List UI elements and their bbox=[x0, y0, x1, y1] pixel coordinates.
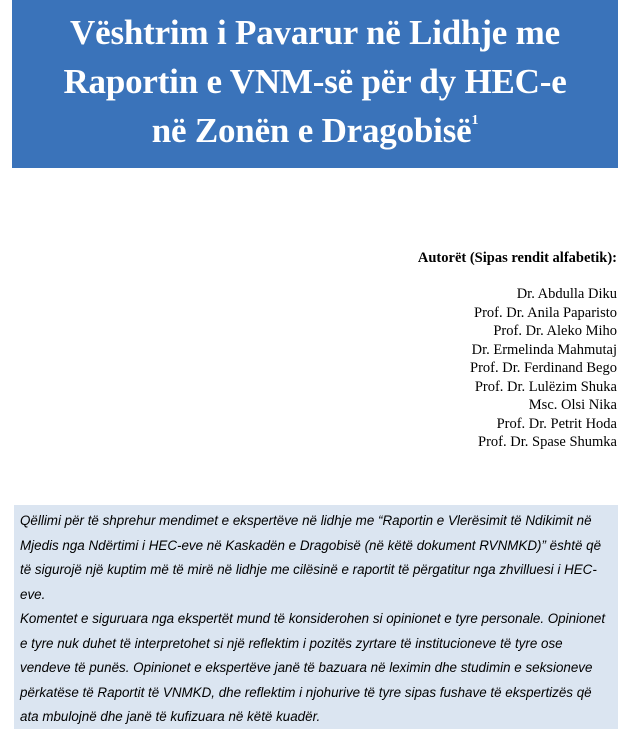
authors-heading: Autorët (Sipas rendit alfabetik): bbox=[417, 250, 617, 266]
disclaimer-box bbox=[14, 505, 618, 729]
author-name: Prof. Dr. Anila Paparisto bbox=[474, 304, 617, 321]
author-name: Prof. Dr. Lulëzim Shuka bbox=[474, 378, 617, 395]
purpose-paragraph: Qëllimi për të shprehur mendimet e ekspertëve në lidhje me “Raportin e Vlerësimit të Ndikimit në Mjedis nga Ndërtimi i HEC-eve në Kaskadën e Dragobisë (në këtë dokument RVNMKD)” është që të sigurojë një kuptim më të mirë në lidhje me cilësinë e raportit të përgatitur nga zhvilluesi i HEC-eve. bbox=[20, 513, 602, 602]
author-name: Prof. Dr. Spase Shumka bbox=[478, 434, 617, 450]
author-name: Msc. Olsi Nika bbox=[528, 397, 617, 413]
author-name: Prof. Dr. Petrit Hoda bbox=[496, 415, 617, 432]
author-name: Dr. Abdulla Diku bbox=[516, 286, 617, 302]
author-name: Prof. Dr. Aleko Miho bbox=[493, 323, 617, 339]
author-name: Dr. Ermelinda Mahmutaj bbox=[471, 341, 617, 358]
title-line-2: Raportin e VNM-së për dy HEC-e bbox=[63, 62, 567, 101]
title-banner bbox=[12, 0, 618, 168]
title-footnote-marker[interactable]: 1 bbox=[471, 113, 479, 128]
authors-list bbox=[470, 285, 617, 452]
title-line-1: Vështrim i Pavarur në Lidhje me bbox=[70, 13, 560, 52]
author-name: Prof. Dr. Ferdinand Bego bbox=[470, 360, 617, 376]
title-line-3-text: në Zonën e Dragobisë bbox=[151, 111, 472, 150]
title-line-3 bbox=[12, 106, 618, 155]
disclaimer-paragraph: Komentet e siguruara nga ekspertët mund të konsiderohen si opinionet e tyre personale. Opinionet e tyre nuk duhet të interpretohet si një reflektim i pozitës zyrtare të institucioneve të tyre ose vendeve të punës. Opinionet e ekspertëve janë të bazuara në leximin dhe studimin e seksioneve përkatëse të Raportit të VNMKD, dhe reflektim i njohurive të tyre sipas fushave të ekspertizës që ata mbulojnë dhe janë të kufizuara në këtë kuadër. bbox=[20, 611, 606, 724]
